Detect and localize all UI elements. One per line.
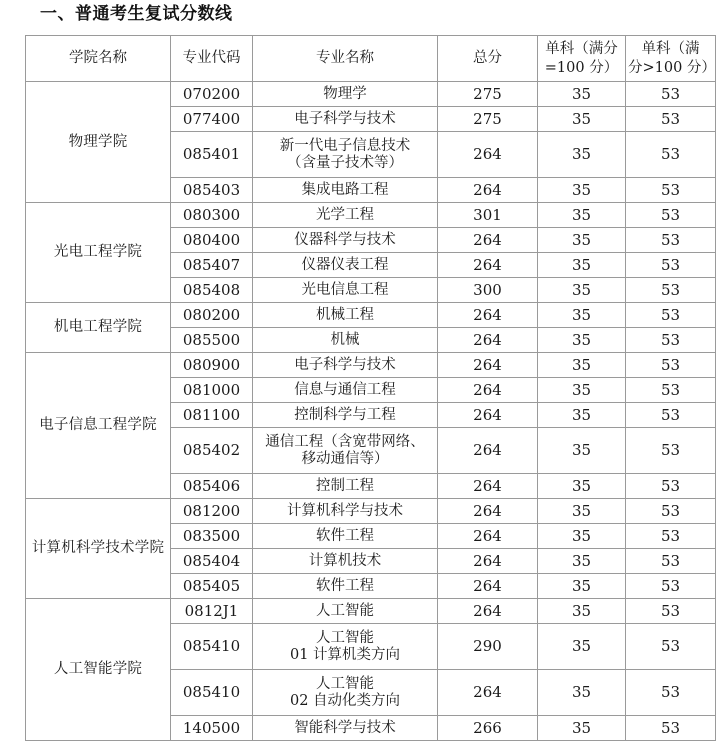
- single-subject-over-100-cell: 53: [626, 253, 716, 278]
- score-line-table-wrapper: [25, 35, 715, 741]
- major-name-line-1: 人工智能: [316, 602, 374, 619]
- major-name-cell: [253, 328, 438, 353]
- single-over-100-line-2: 分>100 分）: [628, 59, 716, 76]
- major-name-line-1: 计算机技术: [308, 552, 382, 569]
- major-name-line-1: 新一代电子信息技术: [279, 137, 411, 154]
- single-subject-over-100-cell: 53: [626, 624, 716, 670]
- major-name-cell: [253, 228, 438, 253]
- single-subject-100-cell: 35: [538, 353, 626, 378]
- major-name-line-1: 集成电路工程: [301, 181, 389, 198]
- major-name-cell: [253, 353, 438, 378]
- total-score-cell: 264: [438, 403, 538, 428]
- single-subject-100-cell: 35: [538, 303, 626, 328]
- major-code-cell: 080300: [171, 203, 253, 228]
- total-score-cell: 264: [438, 178, 538, 203]
- college-name-cell: 计算机科学技术学院: [26, 499, 171, 599]
- single-subject-over-100-cell: 53: [626, 403, 716, 428]
- total-score-cell: 264: [438, 353, 538, 378]
- single-subject-100-cell: 35: [538, 178, 626, 203]
- total-score-cell: 264: [438, 253, 538, 278]
- major-name-line-1: 智能科学与技术: [294, 719, 396, 736]
- single-subject-100-cell: 35: [538, 203, 626, 228]
- total-score-cell: 264: [438, 549, 538, 574]
- major-code-cell: 080900: [171, 353, 253, 378]
- single-subject-over-100-cell: 53: [626, 82, 716, 107]
- major-code-cell: 085403: [171, 178, 253, 203]
- major-name-cell: [253, 107, 438, 132]
- college-name-cell: 电子信息工程学院: [26, 353, 171, 499]
- major-name-cell: [253, 203, 438, 228]
- major-name-cell: [253, 524, 438, 549]
- single-subject-over-100-cell: 53: [626, 353, 716, 378]
- major-name-line-1: 机械工程: [316, 306, 374, 323]
- page-title: 一、普通考生复试分数线: [40, 4, 233, 24]
- single-subject-100-cell: 35: [538, 278, 626, 303]
- column-header-major-code: 专业代码: [171, 36, 253, 82]
- college-name-cell: 光电工程学院: [26, 203, 171, 303]
- single-subject-100-cell: 35: [538, 428, 626, 474]
- single-subject-over-100-cell: 53: [626, 303, 716, 328]
- table-body: [26, 82, 716, 741]
- single-subject-over-100-cell: 53: [626, 599, 716, 624]
- single-over-100-line-1: 单科（满: [641, 40, 700, 57]
- single-subject-100-cell: 35: [538, 574, 626, 599]
- college-name-cell: 物理学院: [26, 82, 171, 203]
- column-header-total-score: 总分: [438, 36, 538, 82]
- major-name-line-1: 控制科学与工程: [294, 406, 396, 423]
- major-name-line-1: 通信工程（含宽带网络、: [265, 433, 425, 450]
- total-score-cell: 264: [438, 328, 538, 353]
- table-header: [26, 36, 716, 82]
- major-name-line-1: 控制工程: [316, 477, 374, 494]
- major-name-cell: [253, 178, 438, 203]
- single-subject-over-100-cell: 53: [626, 499, 716, 524]
- single-subject-100-cell: 35: [538, 524, 626, 549]
- major-code-cell: 081100: [171, 403, 253, 428]
- major-code-cell: 085408: [171, 278, 253, 303]
- major-name-cell: [253, 549, 438, 574]
- single-subject-100-cell: 35: [538, 599, 626, 624]
- total-score-cell: 264: [438, 670, 538, 716]
- major-code-cell: 085407: [171, 253, 253, 278]
- major-name-cell: [253, 278, 438, 303]
- single-subject-over-100-cell: 53: [626, 574, 716, 599]
- single-100-line-2: =100 分）: [544, 59, 619, 76]
- major-name-line-1: 计算机科学与技术: [287, 502, 403, 519]
- single-subject-100-cell: 35: [538, 378, 626, 403]
- major-code-cell: 0812J1: [171, 599, 253, 624]
- single-subject-over-100-cell: 53: [626, 549, 716, 574]
- major-name-line-1: 物理学: [323, 85, 367, 102]
- major-name-cell: [253, 599, 438, 624]
- column-header-college: 学院名称: [26, 36, 171, 82]
- single-subject-100-cell: 35: [538, 403, 626, 428]
- single-subject-100-cell: 35: [538, 253, 626, 278]
- major-name-line-1: 信息与通信工程: [294, 381, 396, 398]
- major-code-cell: 083500: [171, 524, 253, 549]
- single-subject-over-100-cell: 53: [626, 670, 716, 716]
- college-name-cell: 机电工程学院: [26, 303, 171, 353]
- score-line-table: [25, 35, 716, 741]
- major-name-cell: [253, 574, 438, 599]
- single-subject-100-cell: 35: [538, 499, 626, 524]
- single-subject-100-cell: 35: [538, 474, 626, 499]
- total-score-cell: 264: [438, 378, 538, 403]
- single-subject-100-cell: 35: [538, 328, 626, 353]
- major-name-line-2: 01 计算机类方向: [289, 646, 401, 663]
- major-code-cell: 085410: [171, 624, 253, 670]
- major-name-cell: [253, 716, 438, 741]
- major-code-cell: 081000: [171, 378, 253, 403]
- major-code-cell: 085401: [171, 132, 253, 178]
- single-subject-over-100-cell: 53: [626, 228, 716, 253]
- major-code-cell: 085410: [171, 670, 253, 716]
- major-code-cell: 085404: [171, 549, 253, 574]
- major-code-cell: 080400: [171, 228, 253, 253]
- single-subject-100-cell: 35: [538, 624, 626, 670]
- header-row: [26, 36, 716, 82]
- single-subject-over-100-cell: 53: [626, 716, 716, 741]
- single-100-line-1: 单科（满分: [545, 40, 618, 57]
- total-score-cell: 275: [438, 107, 538, 132]
- total-score-cell: 264: [438, 574, 538, 599]
- major-name-line-1: 软件工程: [316, 577, 374, 594]
- major-name-line-1: 仪器科学与技术: [294, 231, 396, 248]
- major-name-cell: [253, 253, 438, 278]
- table-row: [26, 499, 716, 524]
- total-score-cell: 264: [438, 428, 538, 474]
- single-subject-100-cell: 35: [538, 82, 626, 107]
- major-code-cell: 085405: [171, 574, 253, 599]
- total-score-cell: 266: [438, 716, 538, 741]
- major-name-cell: [253, 428, 438, 474]
- major-name-line-1: 电子科学与技术: [294, 356, 396, 373]
- major-name-cell: [253, 670, 438, 716]
- table-row: [26, 353, 716, 378]
- major-name-cell: [253, 624, 438, 670]
- major-name-line-1: 仪器仪表工程: [301, 256, 389, 273]
- table-row: [26, 599, 716, 624]
- single-subject-over-100-cell: 53: [626, 474, 716, 499]
- single-subject-100-cell: 35: [538, 670, 626, 716]
- total-score-cell: 290: [438, 624, 538, 670]
- table-row: [26, 82, 716, 107]
- major-name-cell: [253, 499, 438, 524]
- single-subject-over-100-cell: 53: [626, 132, 716, 178]
- single-subject-over-100-cell: 53: [626, 428, 716, 474]
- column-header-major-name: 专业名称: [253, 36, 438, 82]
- total-score-cell: 264: [438, 499, 538, 524]
- total-score-cell: 300: [438, 278, 538, 303]
- major-name-line-1: 人工智能: [316, 675, 374, 692]
- single-subject-100-cell: 35: [538, 107, 626, 132]
- major-name-line-1: 光电信息工程: [301, 281, 389, 298]
- major-name-line-1: 光学工程: [316, 206, 374, 223]
- major-name-line-2: 移动通信等）: [301, 450, 389, 467]
- single-subject-over-100-cell: 53: [626, 278, 716, 303]
- single-subject-over-100-cell: 53: [626, 524, 716, 549]
- single-subject-100-cell: 35: [538, 549, 626, 574]
- single-subject-over-100-cell: 53: [626, 203, 716, 228]
- column-header-single-subject-100: [538, 36, 626, 82]
- college-name-cell: 人工智能学院: [26, 599, 171, 741]
- major-code-cell: 085500: [171, 328, 253, 353]
- total-score-cell: 264: [438, 303, 538, 328]
- major-code-cell: 080200: [171, 303, 253, 328]
- single-subject-over-100-cell: 53: [626, 378, 716, 403]
- major-code-cell: 081200: [171, 499, 253, 524]
- major-code-cell: 085406: [171, 474, 253, 499]
- total-score-cell: 264: [438, 228, 538, 253]
- major-name-line-1: 机械: [330, 331, 360, 348]
- major-name-line-2: 02 自动化类方向: [289, 692, 401, 709]
- major-code-cell: 140500: [171, 716, 253, 741]
- major-code-cell: 070200: [171, 82, 253, 107]
- single-subject-100-cell: 35: [538, 132, 626, 178]
- major-name-line-2: （含量子技术等）: [287, 154, 403, 171]
- major-code-cell: 077400: [171, 107, 253, 132]
- major-name-line-1: 人工智能: [316, 629, 374, 646]
- table-row: [26, 203, 716, 228]
- major-name-cell: [253, 403, 438, 428]
- column-header-single-subject-over-100: [626, 36, 716, 82]
- major-name-cell: [253, 474, 438, 499]
- single-subject-over-100-cell: 53: [626, 328, 716, 353]
- major-name-line-1: 电子科学与技术: [294, 110, 396, 127]
- total-score-cell: 264: [438, 599, 538, 624]
- total-score-cell: 264: [438, 524, 538, 549]
- total-score-cell: 264: [438, 474, 538, 499]
- single-subject-over-100-cell: 53: [626, 178, 716, 203]
- single-subject-100-cell: 35: [538, 228, 626, 253]
- major-name-cell: [253, 303, 438, 328]
- major-code-cell: 085402: [171, 428, 253, 474]
- major-name-line-1: 软件工程: [316, 527, 374, 544]
- major-name-cell: [253, 378, 438, 403]
- major-name-cell: [253, 132, 438, 178]
- total-score-cell: 301: [438, 203, 538, 228]
- total-score-cell: 275: [438, 82, 538, 107]
- major-name-cell: [253, 82, 438, 107]
- single-subject-100-cell: 35: [538, 716, 626, 741]
- total-score-cell: 264: [438, 132, 538, 178]
- single-subject-over-100-cell: 53: [626, 107, 716, 132]
- table-row: [26, 303, 716, 328]
